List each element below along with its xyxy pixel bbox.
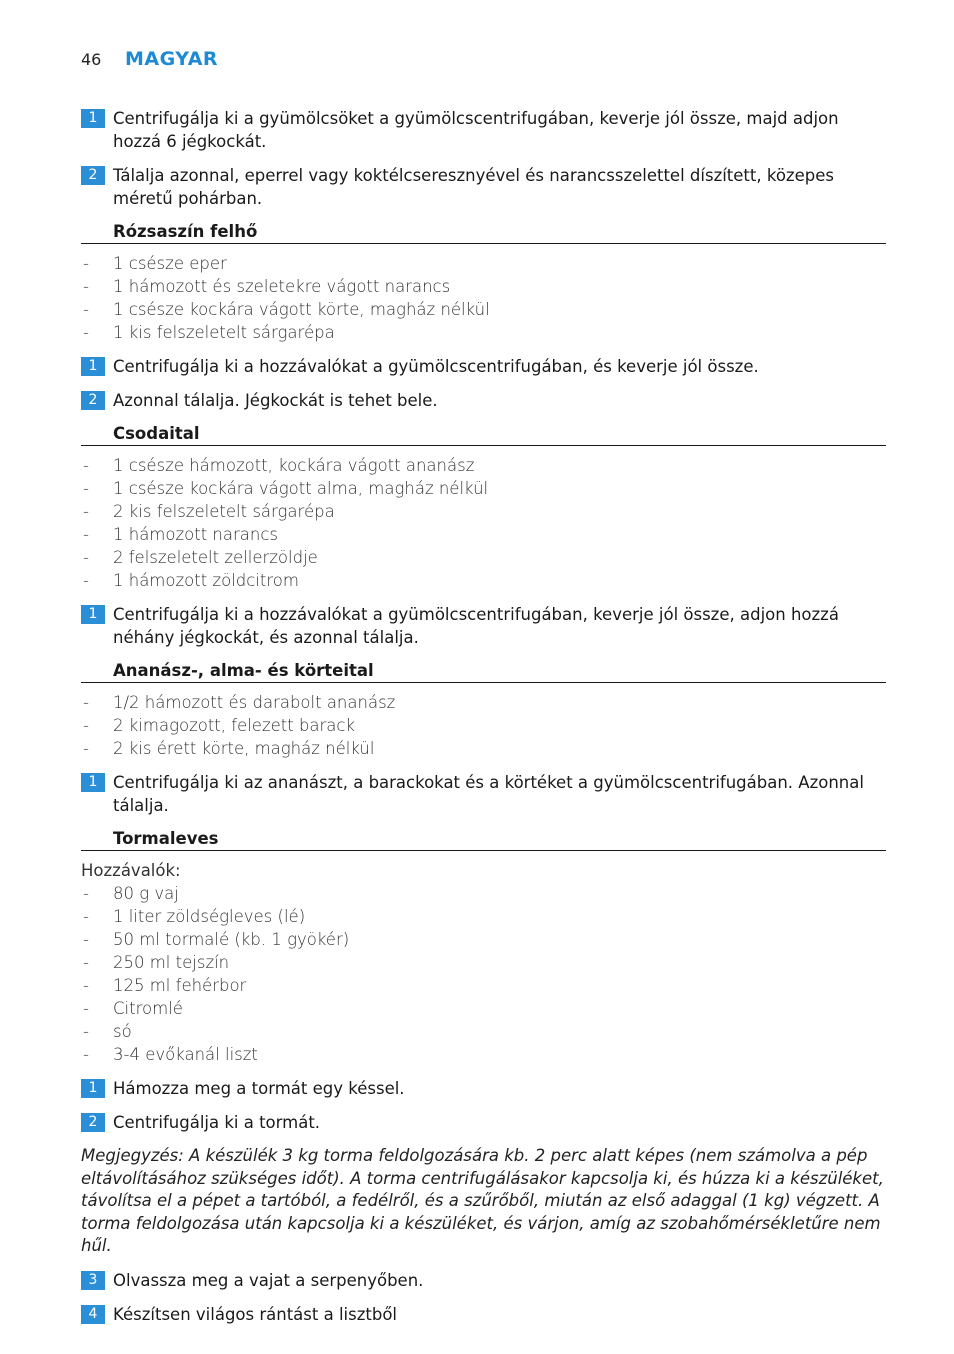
step-number-badge: 1 — [81, 605, 105, 624]
page-header — [81, 48, 218, 70]
step-number-badge: 2 — [81, 166, 105, 185]
ingredient-item: - Citromlé — [83, 999, 183, 1018]
step-number-badge: 1 — [81, 1079, 105, 1098]
step-text: Olvassza meg a vajat a serpenyőben. — [113, 1270, 424, 1290]
step-text: Centrifugálja ki a hozzávalókat a gyümölcscentrifugában, és keverje jól össze. — [113, 357, 759, 376]
ingredient-list — [81, 252, 886, 344]
ingredient-item: - só — [83, 1022, 132, 1041]
step-item — [81, 771, 886, 817]
ingredient-item: - 250 ml tejszín — [83, 953, 230, 972]
step-number-badge: 1 — [81, 773, 105, 792]
step-number-badge: 1 — [81, 109, 105, 128]
step-text: Azonnal tálalja. Jégkockát is tehet bele. — [113, 391, 438, 410]
step-item — [81, 1111, 886, 1134]
section-rule — [81, 221, 886, 244]
step-text: Centrifugálja ki a gyümölcsöket a gyümölcscentrifugában, keverje jól össze, majd adjon hozzá 6 jégkockát. — [113, 109, 839, 151]
ingredient-item: - 1 csésze kockára vágott alma, magház nélkül — [83, 479, 489, 498]
step-text: Készítsen világos rántást a lisztből — [113, 1304, 398, 1324]
step-number-badge: 2 — [81, 391, 105, 410]
step-number-badge: 2 — [81, 1113, 105, 1132]
step-text: Centrifugálja ki a hozzávalókat a gyümölcscentrifugában, keverje jól össze, adjon hozzá néhány jégkockát, és azonnal tálalja. — [113, 605, 839, 647]
ingredient-item: - 1 csésze eper — [83, 254, 227, 273]
note-paragraph: Megjegyzés: A készülék 3 kg torma feldolgozására kb. 2 perc alatt képes (nem számolva a pép eltávolításához szükséges időt). A torma centrifugálásakor kapcsolja ki, és húzza ki a készüléket, távolítsa el a pépet a tartóból, a fedélről, és a szűrőből, miután az első adaggal (1 kg) végzett. A torma feldolgozása után kapcsolja ki a készüléket, és várjon, amíg az szobahőmérsékletűre nem hűl. — [81, 1146, 884, 1255]
page-content — [81, 107, 886, 1337]
recipe-title: Tormaleves — [113, 829, 219, 848]
ingredient-item: - 2 kis felszeletelt sárgarépa — [83, 502, 335, 521]
ingredient-item: - 80 g vaj — [83, 884, 179, 903]
step-item — [81, 164, 886, 210]
ingredient-list — [81, 882, 886, 1066]
page-number: 46 — [81, 50, 102, 69]
step-item — [81, 603, 886, 649]
step-text: Centrifugálja ki a tormát. — [113, 1113, 321, 1132]
step-item — [81, 1077, 886, 1100]
step-item — [81, 1303, 886, 1326]
step-text: Hámozza meg a tormát egy késsel. — [113, 1079, 405, 1098]
step-item — [81, 355, 886, 378]
section-rule — [81, 660, 886, 683]
ingredient-item: - 2 kimagozott, felezett barack — [83, 716, 356, 735]
section-rule — [81, 423, 886, 446]
section-rule — [81, 828, 886, 851]
step-item — [81, 1269, 886, 1292]
ingredient-item: - 2 kis érett körte, magház nélkül — [83, 739, 375, 758]
ingredient-item: - 1 csésze hámozott, kockára vágott ananász — [83, 456, 475, 475]
step-number-badge: 4 — [81, 1305, 105, 1324]
step-item — [81, 107, 886, 153]
step-text: Tálalja azonnal, eperrel vagy koktélcseresznyével és narancsszelettel díszített, közepes méretű pohárban. — [113, 166, 834, 208]
recipe-title: Csodaital — [113, 424, 200, 443]
ingredients-heading: Hozzávalók: — [81, 861, 181, 880]
recipe-title: Rózsaszín felhő — [113, 222, 258, 241]
ingredient-item: - 1 csésze kockára vágott körte, magház nélkül — [83, 300, 490, 319]
step-text: Centrifugálja ki az ananászt, a barackokat és a körtéket a gyümölcscentrifugában. Azonnal tálalja. — [113, 773, 864, 815]
ingredient-item: - 1 hámozott narancs — [83, 525, 279, 544]
step-number-badge: 3 — [81, 1271, 105, 1290]
ingredient-item: - 1/2 hámozott és darabolt ananász — [83, 693, 396, 712]
ingredient-item: - 1 hámozott zöldcitrom — [83, 571, 299, 590]
recipe-title: Ananász-, alma- és körteital — [113, 661, 374, 680]
step-item — [81, 389, 886, 412]
ingredient-item: - 50 ml tormalé (kb. 1 gyökér) — [83, 930, 350, 949]
ingredient-list — [81, 454, 886, 592]
ingredient-item: - 1 liter zöldségleves (lé) — [83, 907, 306, 926]
ingredient-item: - 1 kis felszeletelt sárgarépa — [83, 323, 335, 342]
ingredient-item: - 125 ml fehérbor — [83, 976, 247, 995]
ingredient-item: - 2 felszeletelt zellerzöldje — [83, 548, 318, 567]
ingredient-list — [81, 691, 886, 760]
ingredient-item: - 3-4 evőkanál liszt — [83, 1045, 258, 1064]
ingredient-item: - 1 hámozott és szeletekre vágott narancs — [83, 277, 451, 296]
language-title: MAGYAR — [125, 48, 219, 70]
step-number-badge: 1 — [81, 357, 105, 376]
